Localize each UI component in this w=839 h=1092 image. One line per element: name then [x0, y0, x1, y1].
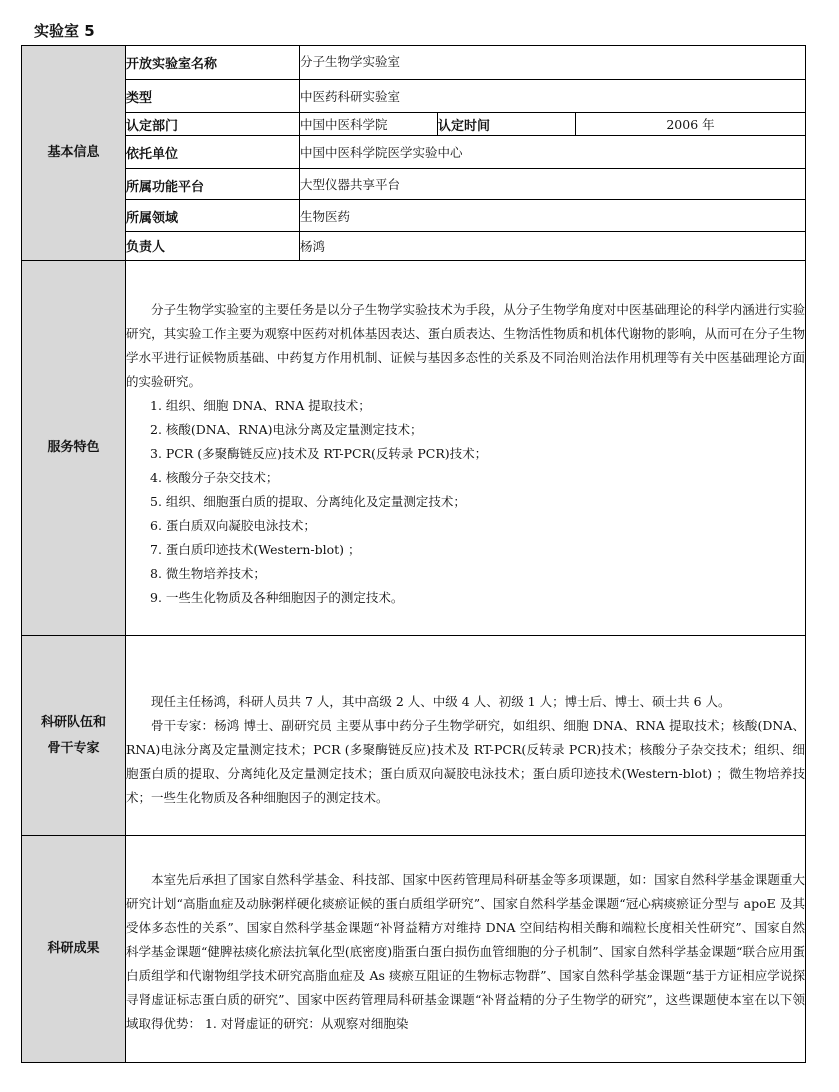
service-content: [126, 261, 806, 636]
team-paragraph-1: 现任主任杨鸿，科研人员共 7 人，其中高级 2 人、中级 4 人、初级 1 人；博士后、博士、硕士共 6 人。: [151, 693, 731, 709]
lab-name-label: 开放实验室名称: [126, 46, 300, 80]
lab-name-value: 分子生物学实验室: [300, 46, 806, 80]
team-content: [126, 636, 806, 836]
achievements-text: 本室先后承担了国家自然科学基金、科技部、国家中医药管理局科研基金等多项课题，如：国家自然科学基金课题重大研究计划“高脂血症及动脉粥样硬化痰瘀证候的蛋白质组学研究”、国家自然科学基金课题“冠心病痰瘀证分型与 apoE 及其受体多态性的关系”、国家自然科学基金课题“补肾益精方对维持 DNA 空间结构相关酶和端粒长度相关性研究”、国家自然科学基金课题“健脾祛痰化瘀法抗氧化型(底密度)脂蛋白蛋白损伤血管细胞的分子机制”、国家自然科学基金课题“联合应用蛋白质组学和代谢物组学技术研究高脂血症及 As 痰瘀互阻证的生物标志物群”、国家自然科学基金课题“基于方证相应学说探寻肾虚证标志蛋白质的研究”、国家中医药管理局科研基金课题“补肾益精的分子生物学的研究”，这些课题使本室在以下领域取得优势： 1. 对肾虚证的研究：从观察对细胞染: [126, 872, 805, 1031]
row-type: [22, 80, 806, 113]
section-basic-info: 基本信息: [22, 46, 126, 261]
field-label: 所属领域: [126, 200, 300, 232]
row-leader: [22, 232, 806, 261]
row-dept: [22, 113, 806, 136]
row-service: [22, 261, 806, 636]
section-achievements: 科研成果: [22, 836, 126, 1063]
row-unit: [22, 136, 806, 169]
service-item: 3. PCR (多聚酶链反应)技术及 RT-PCR(反转录 PCR)技术；: [150, 446, 488, 461]
row-field: [22, 200, 806, 232]
row-platform: [22, 169, 806, 200]
service-item: 9. 一些生化物质及各种细胞因子的测定技术。: [150, 590, 404, 605]
service-item: 7. 蛋白质印迹技术(Western-blot) ；: [150, 542, 361, 557]
dept-value: 中国中医科学院: [300, 113, 438, 136]
dept-label: 认定部门: [126, 113, 300, 136]
team-paragraph-2: 骨干专家：杨鸿 博士、副研究员 主要从事中药分子生物学研究，如组织、细胞 DNA、RNA 提取技术；核酸(DNA、RNA)电泳分离及定量测定技术；PCR (多聚酶链反应)技术及 RT-PCR(反转录 PCR)技术；核酸分子杂交技术；组织、细胞蛋白质的提取、分离纯化及定量测定技术；蛋白质双向凝胶电泳技术；蛋白质印迹技术(Western-blot) ；微生物培养技术；一些生化物质及各种细胞因子的测定技术。: [126, 717, 805, 805]
platform-value: 大型仪器共享平台: [300, 169, 806, 200]
lab-info-table: [21, 45, 806, 1063]
leader-value: 杨鸿: [300, 232, 806, 261]
row-lab-name: [22, 46, 806, 80]
service-item: 4. 核酸分子杂交技术；: [150, 470, 279, 485]
service-item: 8. 微生物培养技术；: [150, 566, 266, 581]
section-team-line2: 骨干专家: [47, 740, 100, 756]
service-intro: 分子生物学实验室的主要任务是以分子生物学实验技术为手段，从分子生物学角度对中医基础理论的科学内涵进行实验研究，其实验工作主要为观察中医药对机体基因表达、蛋白质表达、生物活性物质和机体代谢物的影响，从而可在分子生物学水平进行证候物质基础、中药复方作用机制、证候与基因多态性的关系及不同治则治法作用机理等有关中医基础理论方面的实验研究。: [126, 302, 805, 389]
leader-label: 负责人: [126, 232, 300, 261]
service-item: 5. 组织、细胞蛋白质的提取、分离纯化及定量测定技术；: [150, 494, 466, 509]
unit-value: 中国中医科学院医学实验中心: [300, 136, 806, 169]
field-value: 生物医药: [300, 200, 806, 232]
service-item: 6. 蛋白质双向凝胶电泳技术；: [150, 518, 316, 533]
section-service-features: 服务特色: [22, 261, 126, 636]
type-value: 中医药科研实验室: [300, 80, 806, 113]
achievements-content: [126, 836, 806, 1063]
unit-label: 依托单位: [126, 136, 300, 169]
section-team: [22, 636, 126, 836]
time-value: 2006 年: [576, 113, 806, 136]
row-team: [22, 636, 806, 836]
row-achievements: [22, 836, 806, 1063]
section-team-line1: 科研队伍和: [40, 714, 106, 730]
service-item: 1. 组织、细胞 DNA、RNA 提取技术；: [150, 398, 371, 413]
time-label: 认定时间: [438, 113, 576, 136]
platform-label: 所属功能平台: [126, 169, 300, 200]
type-label: 类型: [126, 80, 300, 113]
page-title: 实验室 5: [34, 22, 95, 40]
service-item: 2. 核酸(DNA、RNA)电泳分离及定量测定技术；: [150, 422, 423, 437]
